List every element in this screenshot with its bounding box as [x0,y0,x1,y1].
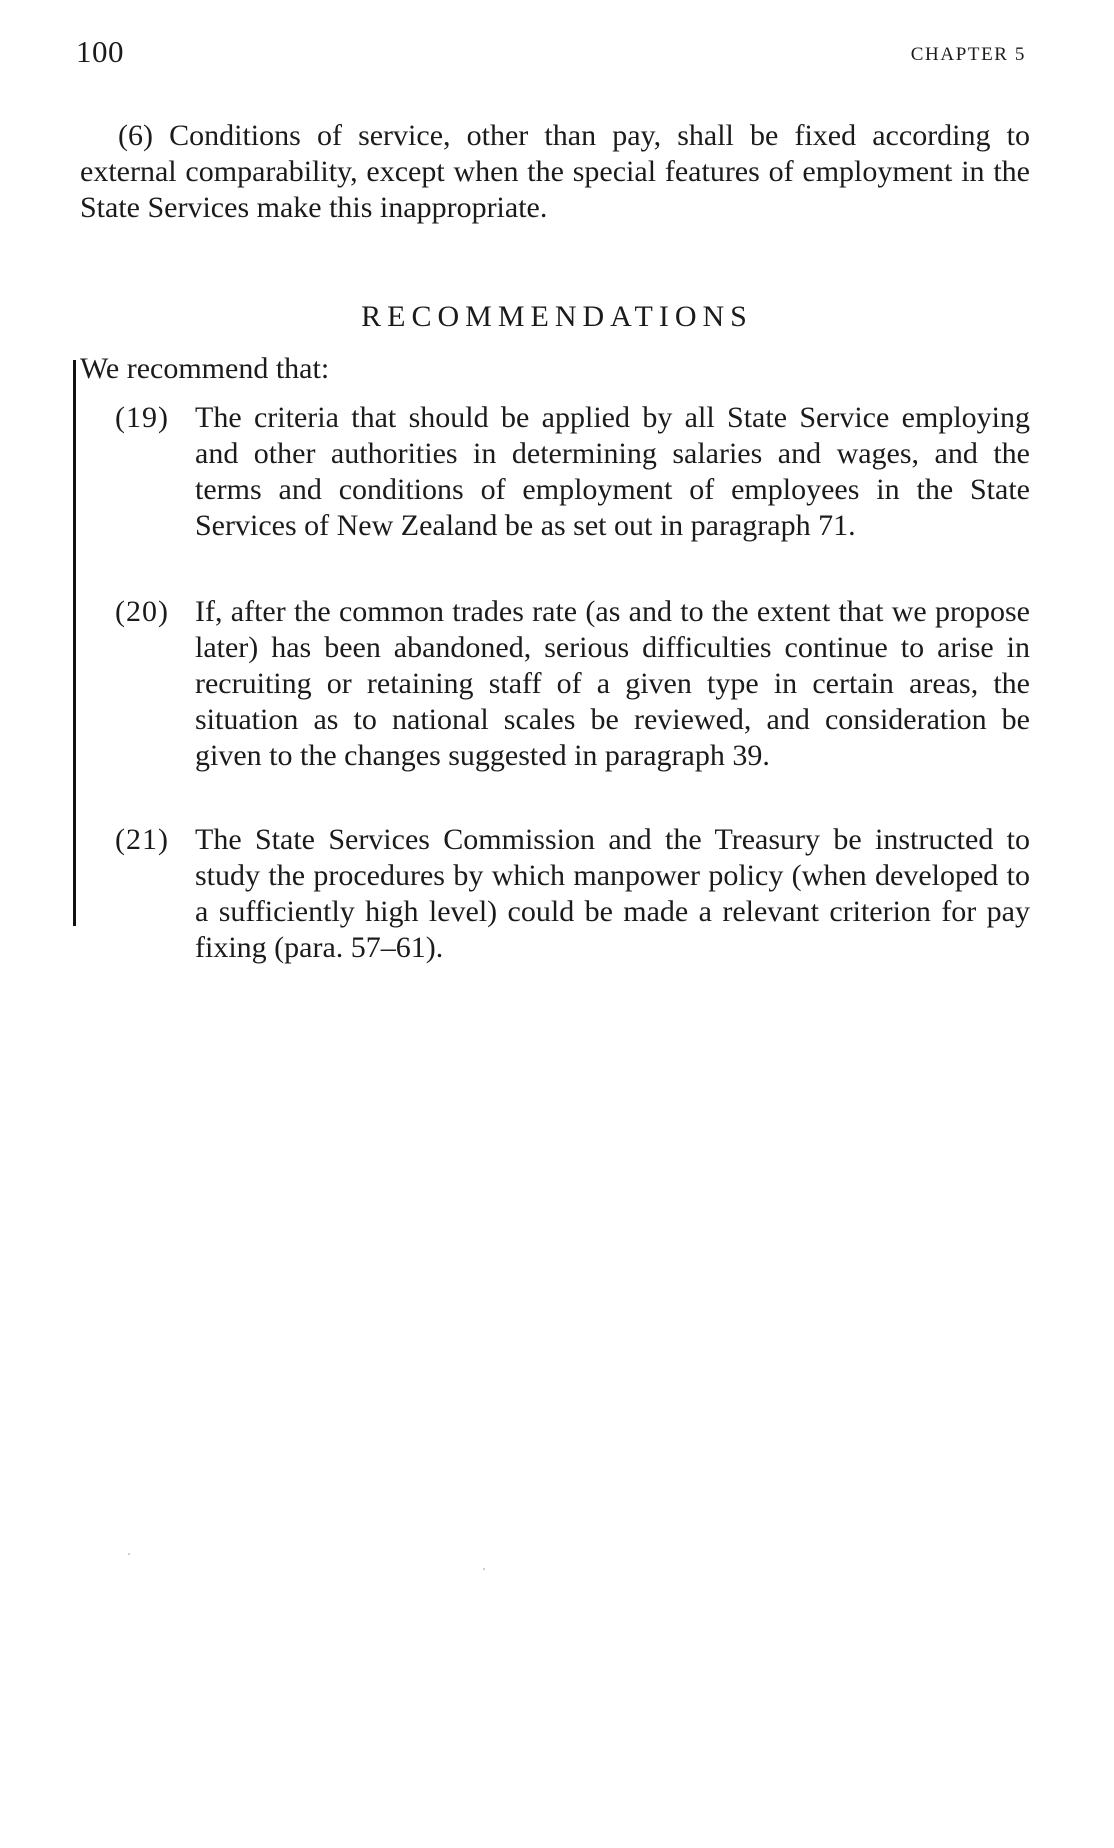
recommendation-number: (20) [115,595,169,628]
recommendation-item [115,822,1030,966]
margin-bar [73,360,76,926]
scan-speck [483,1568,485,1570]
recommendation-text: The criteria that should be applied by all State Service employing and other authorities in determining salaries and wages, and the terms and conditions of employment of employees in the State Services of New Zealand be as set out in paragraph 71. [195,401,1030,542]
recommendation-item [115,400,1030,544]
recommendation-number: (19) [115,401,169,434]
intro-paragraph: (6) Conditions of service, other than pay, shall be fixed according to external comparability, except when the special features of employment in the State Services make this inappropriate. [80,119,1030,224]
recommendation-number: (21) [115,823,169,856]
recommendation-text: If, after the common trades rate (as and to the extent that we propose later) has been abandoned, serious difficulties continue to arise in recruiting or retaining staff of a given type in certain areas, the situation as to national scales be reviewed, and consideration be given to the changes suggested in paragraph 39. [195,595,1030,772]
lead-in: We recommend that: [80,352,330,385]
page-number: 100 [76,34,124,69]
running-head: CHAPTER 5 [910,44,1026,65]
section-heading: RECOMMENDATIONS [361,300,753,333]
recommendation-text: The State Services Commission and the Treasury be instructed to study the procedures by which manpower policy (when developed to a sufficiently high level) could be made a relevant criterion for pay fixing (para. 57–61). [195,823,1030,964]
scan-speck [128,1553,130,1555]
recommendation-item [115,594,1030,774]
